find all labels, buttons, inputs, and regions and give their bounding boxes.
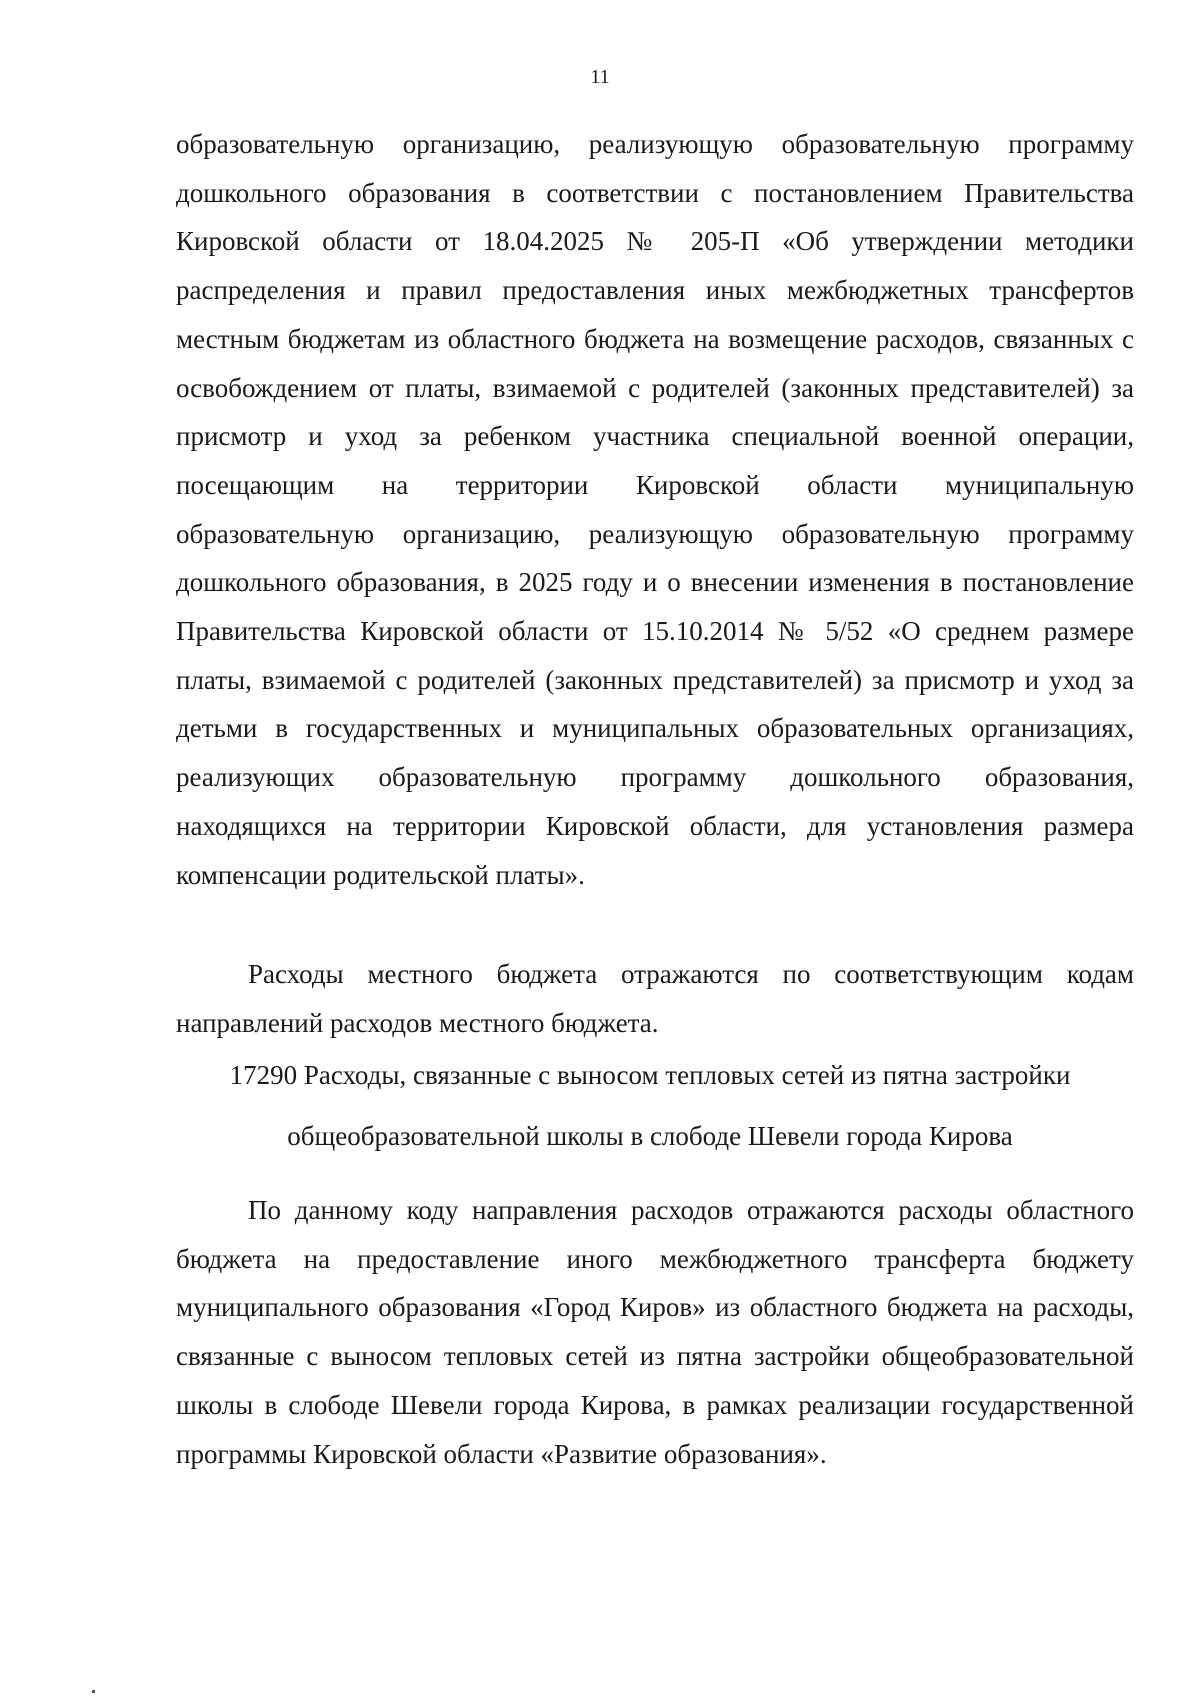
page-number: 11 (590, 66, 610, 88)
scan-speck (92, 1690, 95, 1693)
section-heading-17290: 17290 Расходы, связанные с выносом тепловых сетей из пятна застройки общеобразовательной школы в слободе Шевели города Кирова (229, 1060, 1071, 1151)
section-paragraph-17290: По данному коду направления расходов отражаются расходы областного бюджета на предоставление иного межбюджетного трансферта бюджету муниципального образования «Город Киров» из областного бюджета на расходы, связанные с выносом тепловых сетей из пятна застройки общеобразовательной школы в слободе Шевели города Кирова, в рамках реализации государственной программы Кировской области «Развитие образования». (176, 1195, 1134, 1469)
paragraph-continuation: образовательную организацию, реализующую образовательную программу дошкольного образования в соответствии с постановлением Правительства Кировской области от 18.04.2025 № 205-П «Об утверждении методики распределения и правил предоставления иных межбюджетных трансфертов местным бюджетам из областного бюджета на возмещение расходов, связанных с освобождением от платы, взимаемой с родителей (законных представителей) за присмотр и уход за ребенком участника специальной военной операции, посещающим на территории Кировской области муниципальную образовательную организацию, реализующую образовательную программу дошкольного образования, в 2025 году и о внесении изменения в постановление Правительства Кировской области от 15.10.2014 № 5/52 «О среднем размере платы, взимаемой с родителей (законных представителей) за присмотр и уход за детьми в государственных и муниципальных образовательных организациях, реализующих образовательную программу дошкольного образования, находящихся на территории Кировской области, для установления размера компенсации родительской платы». (176, 129, 1134, 890)
paragraph-expenses-reflection: Расходы местного бюджета отражаются по соответствующим кодам направлений расходов местного бюджета. (176, 959, 1134, 1038)
